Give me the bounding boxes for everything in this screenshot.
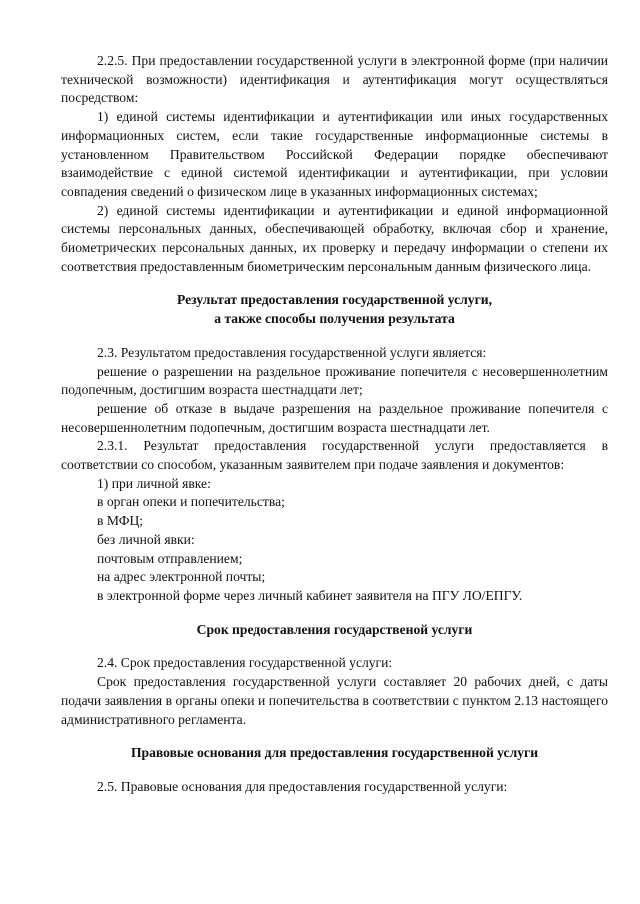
list-item: в МФЦ;: [97, 513, 144, 529]
paragraph-2-3-decision-permit: решение о разрешении на раздельное проживание попечителя с несовершеннолетним подопечным, достигшим возраста шестнадцати лет;: [61, 363, 608, 398]
list-item: на адрес электронной почты;: [97, 569, 266, 585]
heading-term: Срок предоставления государственой услуги: [196, 621, 473, 637]
list-item: в орган опеки и попечительства;: [97, 494, 285, 510]
paragraph-2-3-1: 2.3.1. Результат предоставления государственной услуги предоставляется в соответствии со способом, указанным заявителем при подаче заявления и документов:: [61, 438, 608, 473]
list-item: 1) при личной явке:: [97, 475, 211, 491]
list-item: почтовым отправлением;: [97, 550, 243, 566]
paragraph-2-4: 2.4. Срок предоставления государственной услуги:: [97, 655, 393, 671]
paragraph-2-5: 2.5. Правовые основания для предоставления государственной услуги:: [97, 778, 508, 794]
paragraph-2-4-term: Срок предоставления государственной услуги составляет 20 рабочих дней, с даты подачи заявления в органы опеки и попечительства в соответствии с пунктом 2.13 настоящего административного регламента.: [61, 674, 608, 727]
paragraph-2-3-decision-refusal: решение об отказе в выдаче разрешения на раздельное проживание попечителя с несовершеннолетним подопечным, достигшим возраста шестнадцати лет.: [61, 400, 608, 435]
list-item: в электронной форме через личный кабинет заявителя на ПГУ ЛО/ЕПГУ.: [97, 587, 523, 603]
paragraph-2-2-5-item-2: 2) единой системы идентификации и аутентификации и единой информационной системы персональных данных, обеспечивающей обработку, включая сбор и хранение, биометрических персональных данных, их проверку и передачу информации о степени их соответствия предоставленным биометрическим персональным данным физического лица.: [61, 202, 608, 274]
paragraph-2-2-5: 2.2.5. При предоставлении государственной услуги в электронной форме (при наличии технической возможности) идентификация и аутентификация могут осуществляться посредством:: [61, 53, 608, 106]
heading-result-line-1: Результат предоставления государственной услуги,: [177, 292, 492, 308]
heading-legal-basis: Правовые основания для предоставления государственной услуги: [130, 745, 539, 761]
list-item: без личной явки:: [97, 531, 195, 547]
heading-result-line-2: а также способы получения результата: [214, 311, 455, 327]
paragraph-2-3: 2.3. Результатом предоставления государственной услуги является:: [97, 344, 487, 360]
paragraph-2-2-5-item-1: 1) единой системы идентификации и аутентификации или иных государственных информационных систем, если такие государственные информационные системы в установленном Правительством Российской Федерации порядке обеспечивают взаимодействие с единой системой идентификации и аутентификации, при условии совпадения сведений о физическом лице в указанных информационных системах;: [61, 109, 608, 199]
